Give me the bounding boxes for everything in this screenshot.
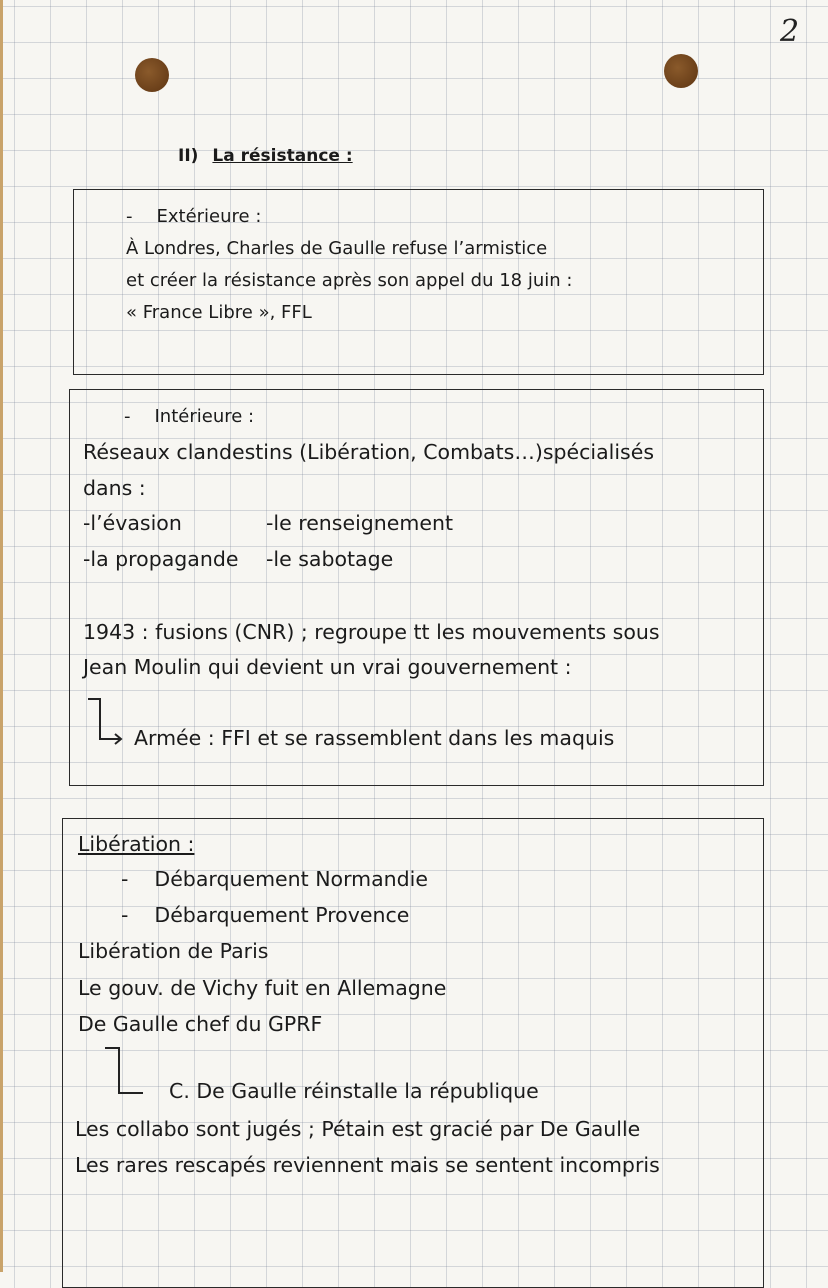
exterieure-line-1: À Londres, Charles de Gaulle refuse l’armistice bbox=[126, 238, 548, 259]
exterieure-line-2: et créer la résistance après son appel du 18 juin : bbox=[126, 270, 573, 291]
liberation-bullet-1: - Débarquement Normandie bbox=[121, 867, 428, 891]
liberation-heading: Libération : bbox=[78, 832, 195, 856]
item-renseignement: -le renseignement bbox=[266, 511, 454, 535]
armee-line: Armée : FFI et se rassemblent dans les maquis bbox=[134, 726, 615, 750]
item-propagande: -la propagande bbox=[83, 547, 239, 571]
liberation-line-2: Le gouv. de Vichy fuit en Allemagne bbox=[78, 976, 447, 1000]
item-sabotage: -le sabotage bbox=[266, 547, 394, 571]
binder-hole-left bbox=[135, 58, 169, 92]
exterieure-box bbox=[73, 189, 764, 375]
page-edge bbox=[0, 0, 3, 1272]
exterieure-line-3: « France Libre », FFL bbox=[126, 302, 312, 323]
interieure-box bbox=[69, 389, 764, 786]
page-number: 2 bbox=[780, 14, 800, 49]
section-heading bbox=[178, 146, 353, 166]
fusion-line-2: Jean Moulin qui devient un vrai gouvernement : bbox=[83, 655, 572, 679]
item-evasion: -l’évasion bbox=[83, 511, 182, 535]
liberation-line-3: De Gaulle chef du GPRF bbox=[78, 1012, 323, 1036]
exterieure-heading: - Extérieure : bbox=[126, 206, 262, 227]
republique-line: C. De Gaulle réinstalle la république bbox=[169, 1079, 539, 1103]
arrow-icon bbox=[103, 1045, 153, 1101]
after-line-2: Les rares rescapés reviennent mais se sentent incompris bbox=[75, 1153, 660, 1177]
arrow-icon bbox=[86, 696, 134, 746]
fusion-line-1: 1943 : fusions (CNR) ; regroupe tt les mouvements sous bbox=[83, 620, 660, 644]
interieure-heading: - Intérieure : bbox=[124, 406, 255, 427]
section-number: II) bbox=[178, 146, 199, 166]
liberation-bullet-2: - Débarquement Provence bbox=[121, 903, 410, 927]
interieure-intro-2: dans : bbox=[83, 476, 146, 500]
after-line-1: Les collabo sont jugés ; Pétain est gracié par De Gaulle bbox=[75, 1117, 641, 1141]
liberation-box bbox=[62, 818, 764, 1288]
section-title: La résistance : bbox=[212, 146, 353, 166]
interieure-intro-1: Réseaux clandestins (Libération, Combats…)spécialisés bbox=[83, 440, 655, 464]
binder-hole-right bbox=[664, 54, 698, 88]
liberation-line-1: Libération de Paris bbox=[78, 939, 269, 963]
